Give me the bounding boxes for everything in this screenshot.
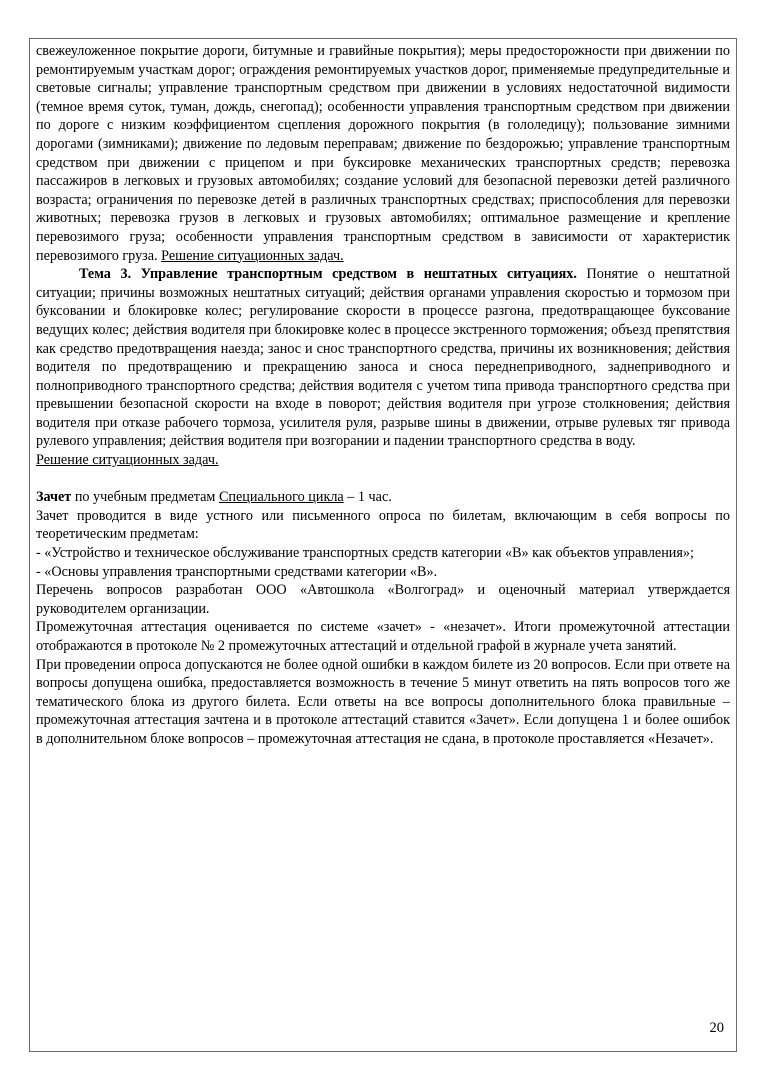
paragraph-question-list: Перечень вопросов разработан ООО «Автошкола «Волгоград» и оценочный материал утверждается руководителем организации. xyxy=(36,582,730,617)
topic-3-text: Понятие о нештатной ситуации; причины возможных нештатных ситуаций; действия органами управления скоростью и тормозом при буксовании и блокировке колес; регулирование скорости в процессе разгона, предотвращающее буксование ведущих колес; действия водителя при блокировке колес в процессе экстренного торможения; объезд препятствия как средство предотвращения наезда; занос и снос транспортного средства, причины их возникновения; действия водителя по предотвращению и прекращению заноса и сноса переднеприводного, заднеприводного и полноприводного транспортного средства; действия водителя с учетом типа привода транспортного средства при превышении безопасной скорости на входе в поворот; действия водителя при угрозе столкновения; действия водителя при отказе рабочего тормоза, усилителя руля, разрыве шины в движении, отрыве рулевых тяг привода рулевого управления; действия водителя при возгорании и падении транспортного средства в воду. xyxy=(36,266,730,450)
exam-text: по учебным предметам xyxy=(71,489,219,506)
paragraph-topic-3 xyxy=(36,265,730,451)
page-number: 20 xyxy=(709,1020,724,1036)
paragraph-exam-rules: При проведении опроса допускаются не более одной ошибки в каждом билете из 20 вопросов. Если при ответе на вопросы допущена ошибка, предоставляется возможность в течение 5 минут ответить на пять вопросов того же тематического блока из другого билета. Если ответы на все вопросы дополнительного блока правильные – промежуточная аттестация зачтена и в протоколе аттестаций ставится «Зачет». Если допущена 1 и более ошибок в дополнительном блоке вопросов – промежуточная аттестация не сдана, в протоколе проставляется «Незачет». xyxy=(36,656,730,747)
topic-3-title: Тема 3. Управление транспортным средством в нештатных ситуациях. xyxy=(79,266,577,283)
spacer xyxy=(36,470,730,489)
paragraph-exam-method: Зачет проводится в виде устного или письменного опроса по билетам, включающим в себя вопросы по теоретическим предметам: xyxy=(36,507,730,543)
list-item: - «Основы управления транспортными средствами категории «В». xyxy=(36,563,438,580)
paragraph-assessment: Промежуточная аттестация оценивается по системе «зачет» - «незачет». Итоги промежуточной аттестации отображаются в протоколе № 2 промежуточных аттестаций и отдельной графой в журнале учета занятий. xyxy=(36,619,730,654)
list-item: - «Устройство и техническое обслуживание транспортных средств категории «В» как объектов управления»; xyxy=(36,545,694,562)
special-cycle-label: Специального цикла xyxy=(218,489,344,506)
paragraph-road-conditions xyxy=(36,42,730,265)
document-body xyxy=(36,42,730,749)
paragraph-topic-3-tasks xyxy=(36,451,730,470)
situational-tasks-label: Решение ситуационных задач. xyxy=(36,452,219,469)
paragraph-exam xyxy=(36,488,730,507)
exam-label: Зачет xyxy=(36,489,72,506)
exam-duration: – 1 час. xyxy=(343,489,392,506)
situational-tasks-label: Решение ситуационных задач. xyxy=(161,247,344,264)
paragraph-text: свежеуложенное покрытие дороги, битумные и гравийные покрытия); меры предосторожности при движении по ремонтируемым участкам дорог; ограждения ремонтируемых участков дорог, применяемые предупредительные и световые сигналы; управление транспортным средством при движении в условиях недостаточной видимости (темное время суток, туман, дождь, снегопад); особенности управления транспортным средством при движении по дороге с низким коэффициентом сцепления дорожного покрытия (в гололедицу); пользование зимними дорогами (зимниками); движение по ледовым переправам; движение по бездорожью; управление транспортным средством при движении с прицепом и при буксировке механических транспортных средств; перевозка пассажиров в легковых и грузовых автомобилях; создание условий для безопасной перевозки детей различного возраста; ограничения по перевозке детей в различных транспортных средствах; приспособления для перевозки животных; перевозка грузов в легковых и грузовых автомобилях; оптимальное размещение и крепление перевозимого груза; особенности управления транспортным средством в зависимости от характеристик перевозимого груза. xyxy=(36,43,730,264)
